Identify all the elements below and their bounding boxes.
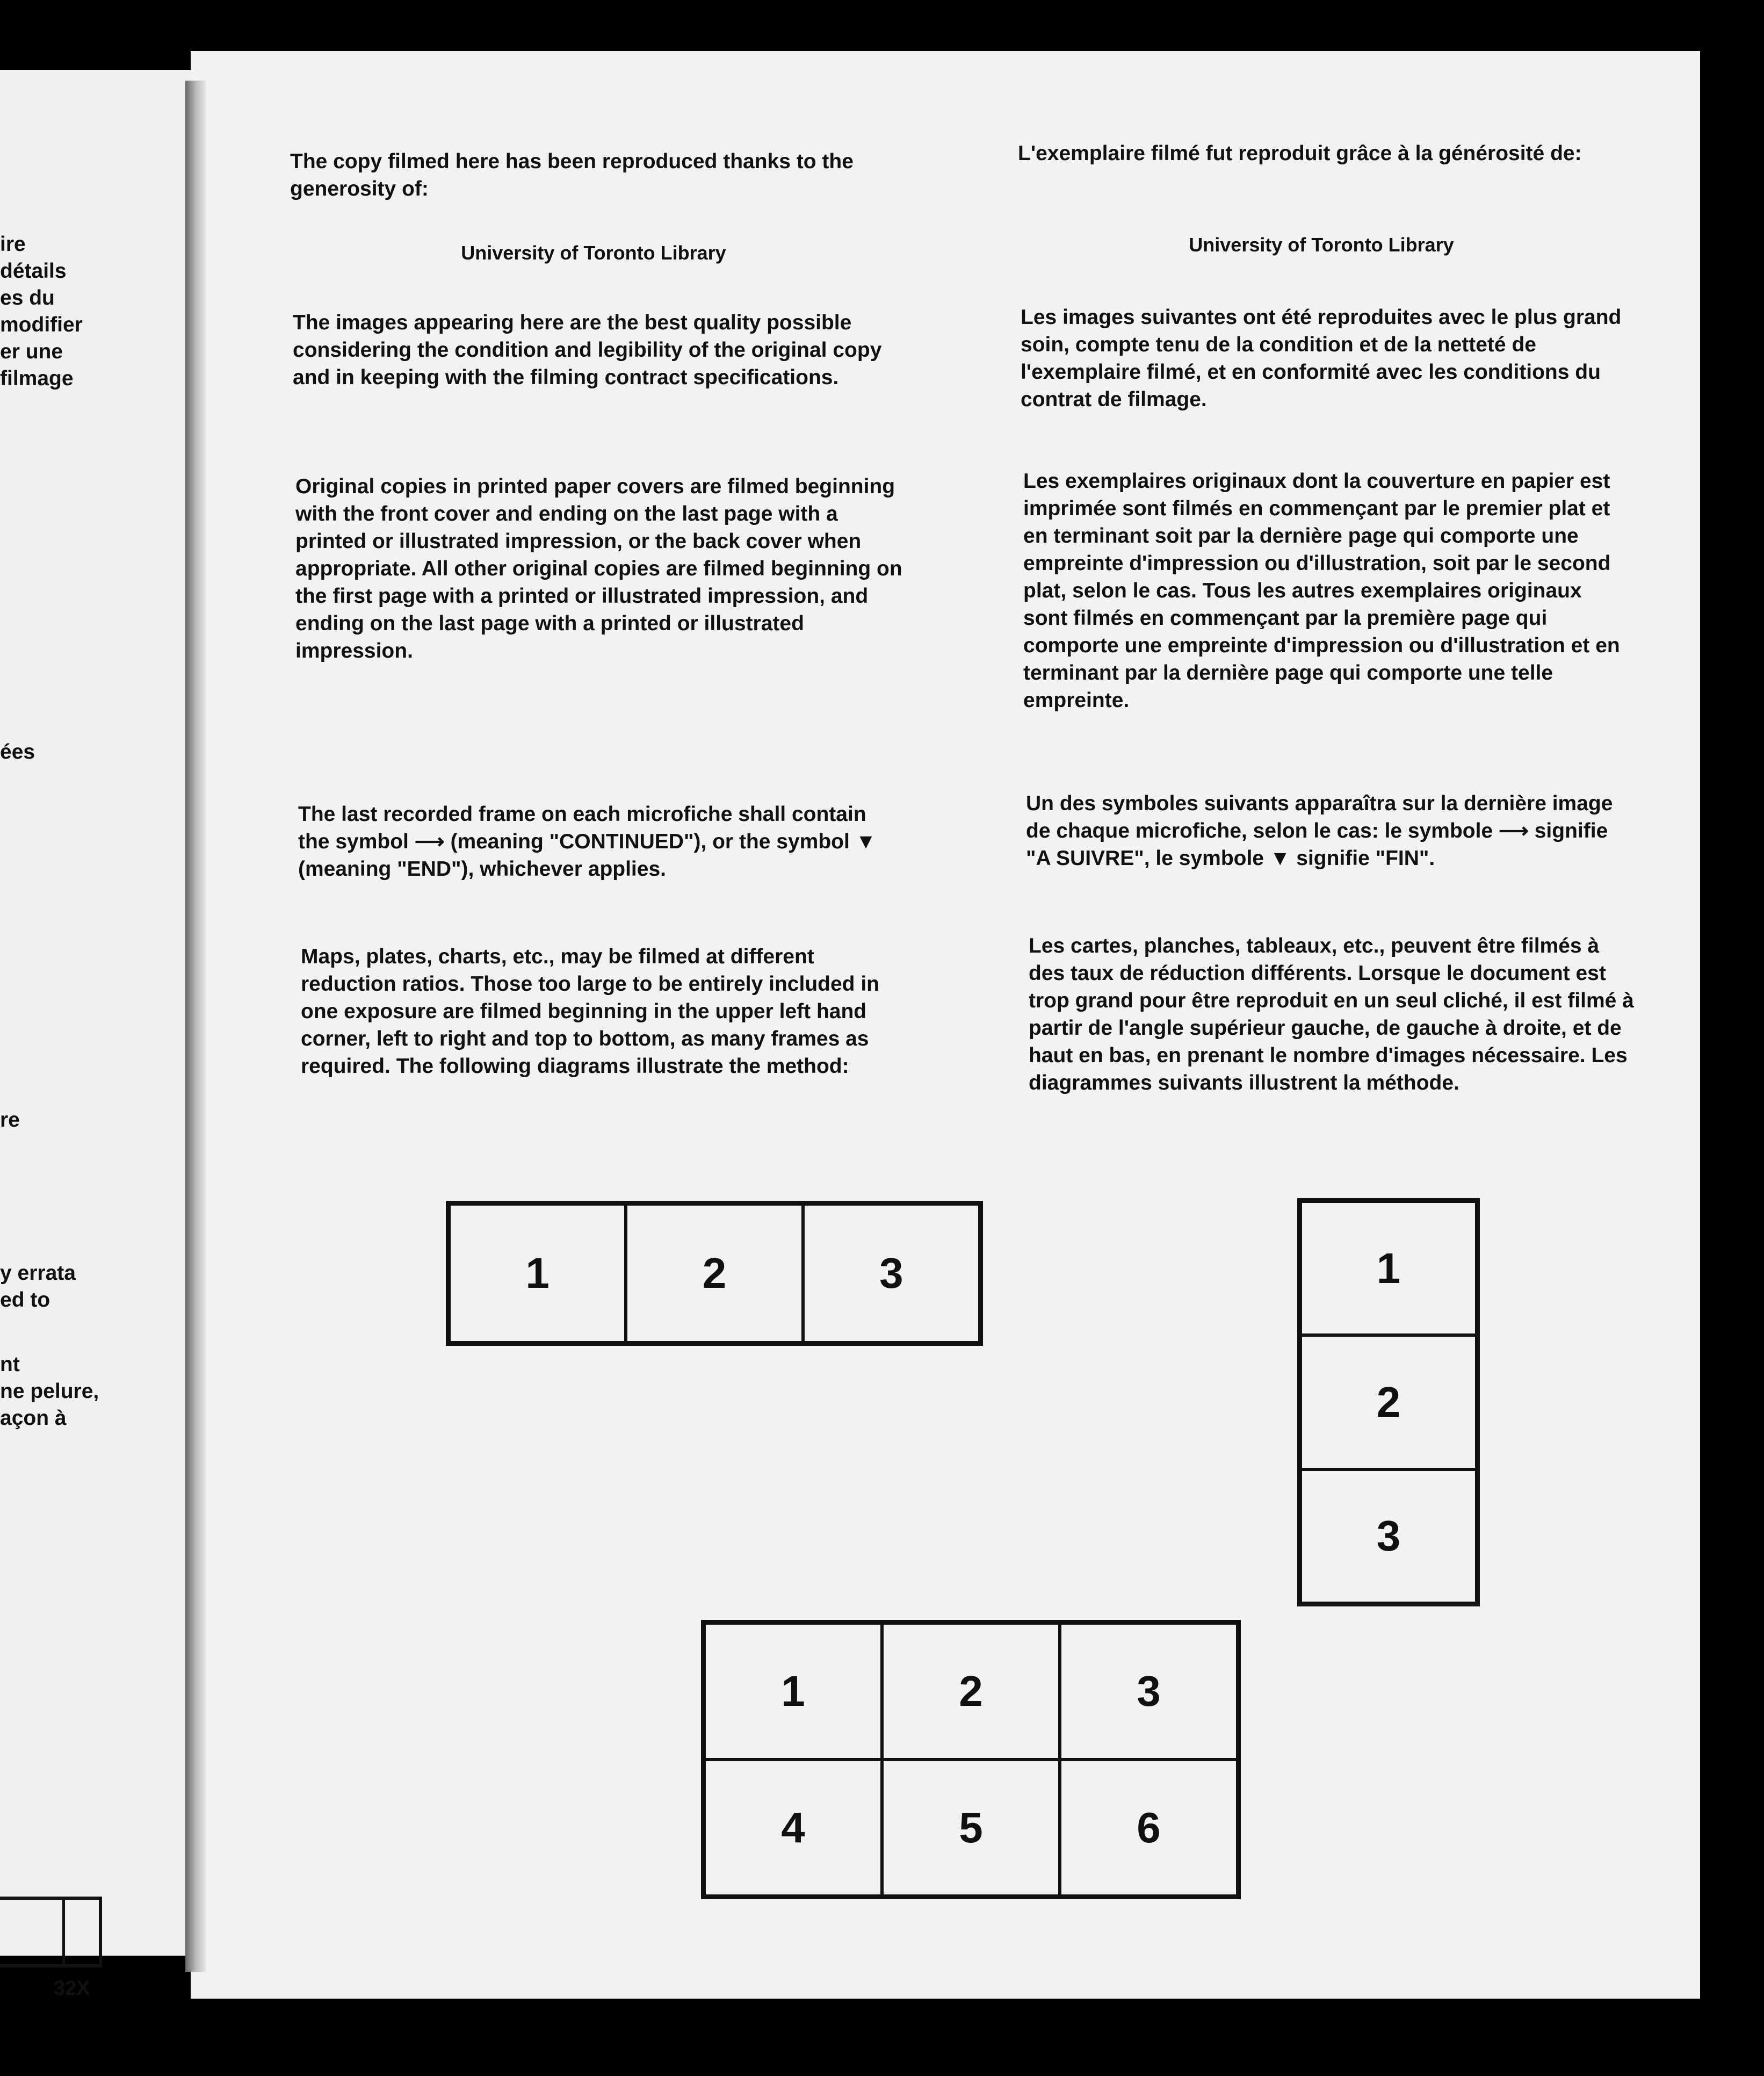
left-page-fragment: détails — [0, 260, 67, 283]
vertical-frames-diagram — [1297, 1198, 1480, 1606]
english-intro: The copy filmed here has been reproduced thanks to the generosity of: — [290, 150, 854, 200]
frame-cell: 4 — [704, 1760, 882, 1896]
left-page-fragment: ire — [0, 233, 26, 256]
left-page — [0, 70, 209, 2000]
frame-cell: 2 — [882, 1623, 1060, 1760]
frame-cell: 1 — [1300, 1201, 1477, 1335]
french-covers: Les exemplaires originaux dont la couverture en papier est imprimée sont filmés en commençant par le premier plat et en terminant soit par la dernière page qui comporte une empreinte d'impression ou d'illustration, soit par le second plat, selon le cas. Tous les autres exemplaires originaux sont filmés en commençant par la première page qui comporte une empreinte d'impression ou d'illustration et en terminant par la dernière page qui comporte une telle empreinte. — [1023, 470, 1620, 712]
left-page-fragment: er une — [0, 340, 63, 363]
left-page-fragment: ed to — [0, 1288, 50, 1311]
reduction-label: 32X — [54, 1977, 90, 2000]
frame-cell: 1 — [704, 1623, 882, 1760]
left-page-fragment: modifier — [0, 313, 83, 336]
grid-frames-diagram — [701, 1620, 1241, 1899]
french-symbols: Un des symboles suivants apparaîtra sur la dernière image de chaque microfiche, selon le cas: le symbole ⟶ signifie "A SUIVRE", le symbole ▼ signifie "FIN". — [1026, 792, 1613, 870]
frame-cell: 3 — [1300, 1469, 1477, 1603]
frame-cell: 3 — [1060, 1623, 1238, 1760]
partial-frame-diagram — [0, 1897, 102, 1967]
left-page-fragment: y errata — [0, 1262, 76, 1285]
horizontal-frames-diagram — [446, 1201, 983, 1346]
frame-cell: 5 — [882, 1760, 1060, 1896]
left-page-fragment: es du — [0, 286, 55, 309]
page-spine — [185, 81, 206, 1972]
frame-cell: 2 — [626, 1204, 803, 1343]
left-page-fragment: ne pelure, — [0, 1380, 99, 1403]
french-intro: L'exemplaire filmé fut reproduit grâce à la générosité de: — [1018, 142, 1582, 165]
left-page-fragment: açon à — [0, 1407, 67, 1430]
frame-cell: 3 — [803, 1204, 980, 1343]
french-library: University of Toronto Library — [1189, 234, 1454, 256]
frame-cell: 1 — [449, 1204, 626, 1343]
frame-cell: 6 — [1060, 1760, 1238, 1896]
frame-cell: 2 — [1300, 1335, 1477, 1469]
left-page-fragment: nt — [0, 1353, 20, 1376]
english-quality: The images appearing here are the best quality possible considering the condition and legibility of the original copy and in keeping with the filming contract specifications. — [293, 311, 882, 389]
left-page-fragment: re — [0, 1108, 20, 1131]
english-covers: Original copies in printed paper covers are filmed beginning with the front cover and ending on the last page with a printed or illustrated impression, or the back cover when appropriate. All other original copies are filmed beginning on the first page with a printed or illustrated impression, and ending on the last page with a printed or illustrated impression. — [295, 475, 902, 662]
english-library: University of Toronto Library — [461, 242, 726, 264]
french-maps: Les cartes, planches, tableaux, etc., peuvent être filmés à des taux de réduction différents. Lorsque le document est trop grand pour être reproduit en un seul cliché, il est filmé à partir de l'angle supérieur gauche, de gauche à droite, et de haut en bas, en prenant le nombre d'images nécessaire. Les diagrammes suivants illustrent la méthode. — [1029, 934, 1634, 1094]
english-symbols: The last recorded frame on each microfiche shall contain the symbol ⟶ (meaning "CONTINUED"), or the symbol ▼ (meaning "END"), whichever applies. — [298, 803, 877, 881]
left-page-fragment: ées — [0, 740, 35, 763]
english-maps: Maps, plates, charts, etc., may be filmed at different reduction ratios. Those too large to be entirely included in one exposure are filmed beginning in the upper left hand corner, left to right and top to bottom, as many frames as required. The following diagrams illustrate the method: — [301, 945, 879, 1078]
french-quality: Les images suivantes ont été reproduites avec le plus grand soin, compte tenu de la condition et de la netteté de l'exemplaire filmé, et en conformité avec les conditions du contrat de filmage. — [1021, 306, 1622, 411]
left-page-fragment: filmage — [0, 367, 74, 390]
